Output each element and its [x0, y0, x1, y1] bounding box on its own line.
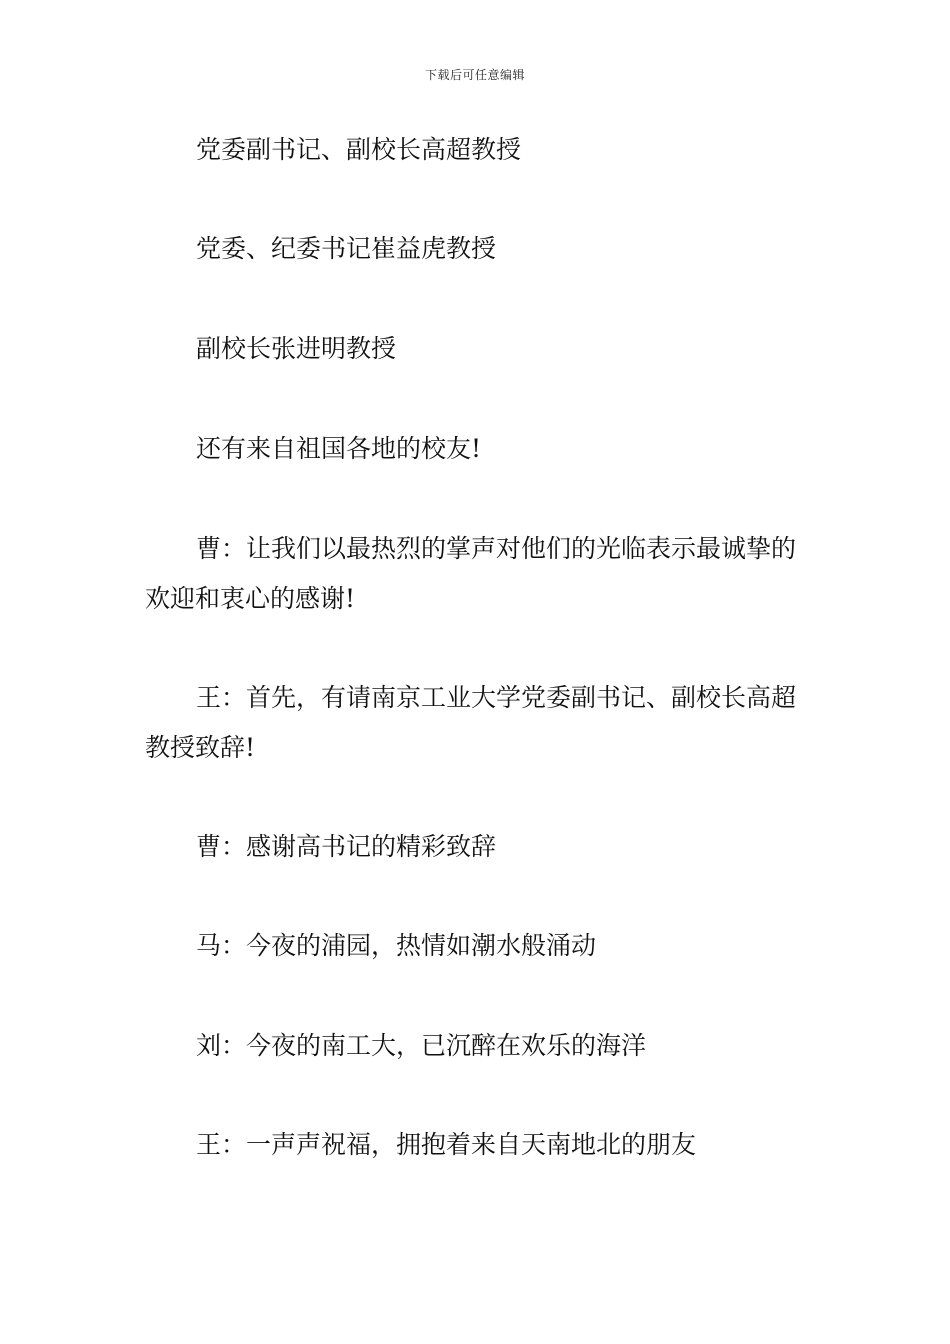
paragraph-10: 王：一声声祝福，拥抱着来自天南地北的朋友: [196, 1130, 697, 1159]
paragraph-1: 党委副书记、副校长高超教授: [196, 135, 522, 164]
page-header-note: 下载后可任意编辑: [424, 68, 525, 82]
paragraph-2: 党委、纪委书记崔益虎教授: [196, 234, 497, 263]
paragraph-9: 刘：今夜的南工大，已沉醉在欢乐的海洋: [196, 1031, 647, 1060]
paragraph-7: 曹：感谢高书记的精彩致辞: [196, 832, 497, 861]
paragraph-5: 曹：让我们以最热烈的掌声对他们的光临表示最诚挚的欢迎和衷心的感谢!: [145, 534, 797, 613]
paragraph-8: 马：今夜的浦园，热情如潮水般涌动: [196, 931, 597, 960]
paragraph-6: 王：首先，有请南京工业大学党委副书记、副校长高超教授致辞!: [145, 683, 797, 762]
paragraph-4: 还有来自祖国各地的校友!: [196, 434, 482, 463]
paragraph-3: 副校长张进明教授: [196, 334, 397, 363]
